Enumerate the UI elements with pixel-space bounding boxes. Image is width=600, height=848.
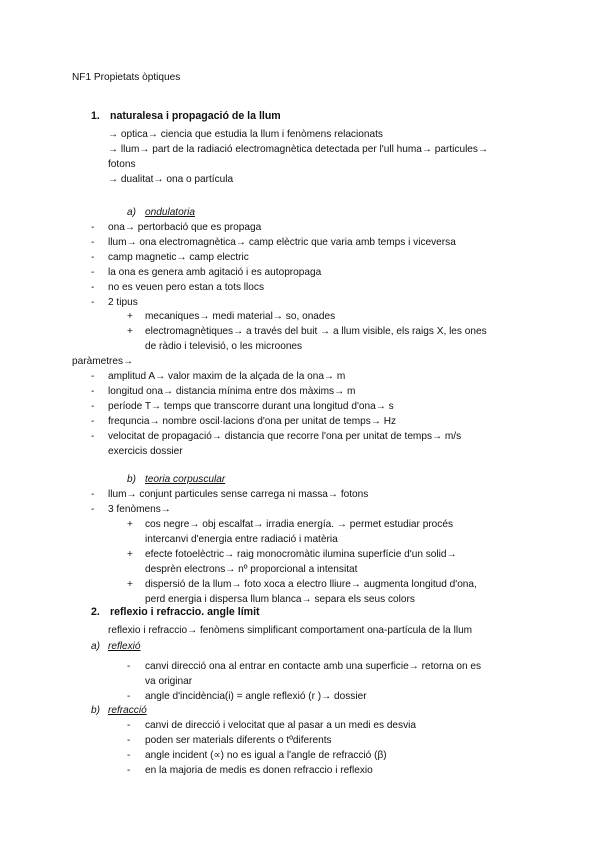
list-item: canvi direcció ona al entrar en contacte amb una superficie→ retorna on es [145,661,482,672]
s2-intro: reflexio i refraccio→ fenòmens simplificant comportament ona-partícula de la llum [108,625,473,636]
dash-bullet: - [91,489,95,500]
list-item: 2 tipus [108,297,138,308]
sub-item: mecaniques→ medi material→ so, onades [145,311,336,322]
dash-bullet: - [91,386,95,397]
s1-line: → dualitat→ ona o partícula [108,174,234,185]
s1-line: → optica→ ciencia que estudia la llum i fenòmens relacionats [108,129,383,140]
list-item: la ona es genera amb agitació i es autopropaga [108,267,322,278]
list-item: angle d'incidència(i) = angle reflexió (r )→ dossier [145,691,367,702]
list-item: canvi de direcció i velocitat que al pasar a un medi es desvia [145,720,416,731]
subsection-a-title: reflexió [108,641,141,652]
sub-item: de ràdio i televisió, o les microones [145,341,303,352]
sub-item: dispersió de la llum→ foto xoca a electro lliure→ augmenta longitud d'ona, [145,579,477,590]
subsection-b-letter: b) [127,474,136,485]
subsection-b-letter: b) [91,705,100,716]
param-item: frequncia→ nombre oscil·lacions d'ona per unitat de temps→ Hz [108,416,397,427]
sub-item: perd energia i dispersa llum blanca→ separa els seus colors [145,594,415,605]
sub-item: desprèn electrons→ nº proporcional a intensitat [145,564,358,575]
list-item: poden ser materials diferents o tºdiferents [145,735,332,746]
subsection-a-letter: a) [127,207,136,218]
sub-item: intercanvi d'energia entre radiació i matèria [145,534,338,545]
list-item: llum→ conjunt particules sense carrega ni massa→ fotons [108,489,369,500]
document-title: NF1 Propietats òptiques [72,72,181,83]
dash-bullet: - [91,252,95,263]
subsection-b-title: refracció [108,705,147,716]
dash-bullet: - [127,750,131,761]
dash-bullet: - [91,371,95,382]
dash-bullet: - [91,222,95,233]
plus-bullet: + [127,519,133,530]
subsection-a-title: ondulatoria [145,207,195,218]
dash-bullet: - [127,691,131,702]
sub-item: efecte fotoelèctric→ raig monocromàtic ilumina superfície d'un solid→ [145,549,457,560]
section-2-heading: reflexio i refraccio. angle límit [110,606,260,618]
subsection-b-title: teoria corpuscular [145,474,226,485]
param-item: amplitud A→ valor maxim de la alçada de la ona→ m [108,371,346,382]
list-item: llum→ ona electromagnètica→ camp elèctric que varia amb temps i viceversa [108,237,456,248]
plus-bullet: + [127,549,133,560]
section-1-number: 1. [91,110,100,122]
plus-bullet: + [127,326,133,337]
sub-item: cos negre→ obj escalfat→ irradia energía. → permet estudiar procés [145,519,454,530]
param-item: exercicis dossier [108,446,183,457]
dash-bullet: - [91,237,95,248]
dash-bullet: - [127,720,131,731]
section-1-heading: naturalesa i propagació de la llum [110,110,281,122]
plus-bullet: + [127,311,133,322]
subsection-a-letter: a) [91,641,100,652]
list-item: camp magnetic→ camp electric [108,252,249,263]
param-item: longitud ona→ distancia mínima entre dos màxims→ m [108,386,356,397]
dash-bullet: - [91,297,95,308]
param-item: velocitat de propagació→ distancia que recorre l'ona per unitat de temps→ m/s [108,431,462,442]
dash-bullet: - [91,504,95,515]
params-label: paràmetres→ [72,356,134,367]
list-item: no es veuen pero estan a tots llocs [108,282,264,293]
list-item: ona→ pertorbació que es propaga [108,222,262,233]
dash-bullet: - [127,735,131,746]
dash-bullet: - [91,416,95,427]
section-2-number: 2. [91,606,100,618]
dash-bullet: - [127,765,131,776]
dash-bullet: - [91,267,95,278]
list-item: 3 fenòmens→ [108,504,171,515]
dash-bullet: - [91,282,95,293]
plus-bullet: + [127,579,133,590]
list-item: va originar [145,676,193,687]
dash-bullet: - [127,661,131,672]
list-item: angle incident (∝) no es igual a l'angle de refracció (β) [145,750,387,761]
sub-item: electromagnètiques→ a través del buit → a llum visible, els raigs X, les ones [145,326,487,337]
dash-bullet: - [91,431,95,442]
list-item: en la majoria de medis es donen refraccio i reflexio [145,765,373,776]
dash-bullet: - [91,401,95,412]
s1-line: → llum→ part de la radiació electromagnètica detectada per l'ull huma→ particules→ [108,144,489,155]
s1-line: fotons [108,159,136,170]
param-item: període T→ temps que transcorre durant una longitud d'ona→ s [108,401,394,412]
